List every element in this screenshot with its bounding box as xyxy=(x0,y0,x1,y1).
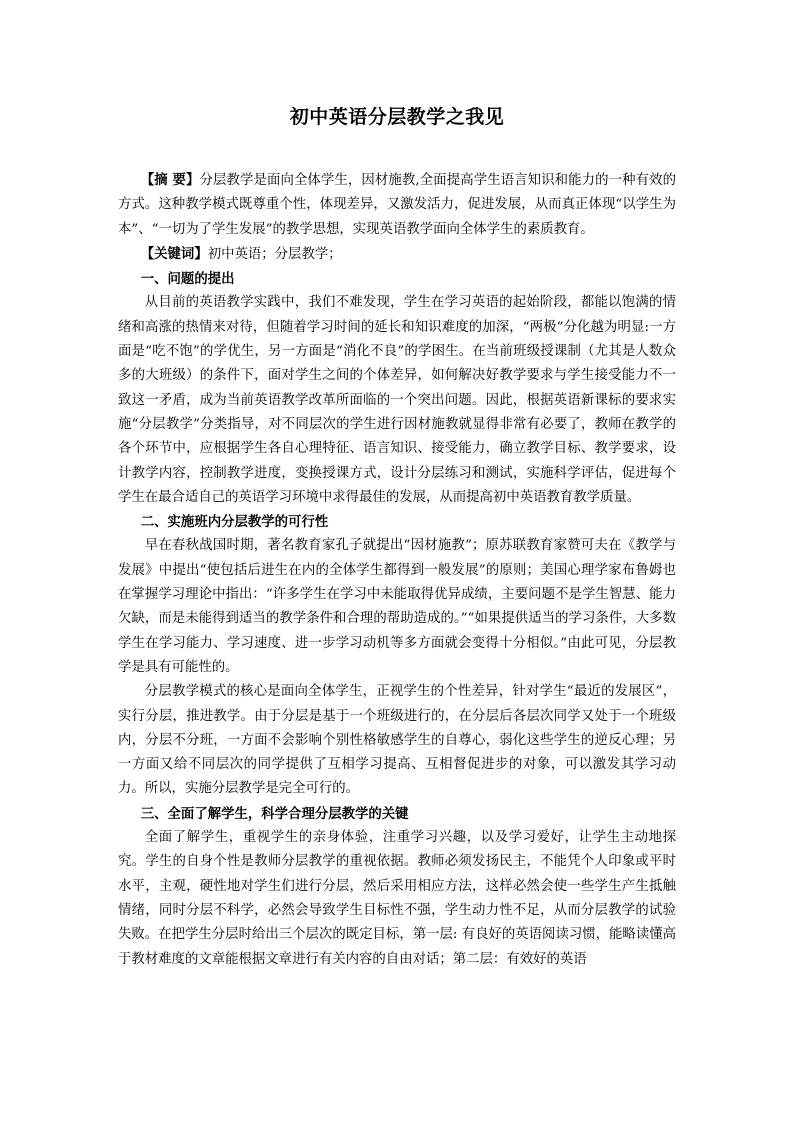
document-body xyxy=(118,168,676,972)
keywords-label: 【关键词】 xyxy=(140,245,208,262)
document-title: 初中英语分层教学之我见 xyxy=(289,106,505,128)
body-paragraph: 全面了解学生，重视学生的亲身体验，注重学习兴趣，以及学习爱好，让学生主动地探究。学生的自身个性是教师分层教学的重视依据。教师必须发扬民主，不能凭个人印象或平时水平，主观，硬性地对学生们进行分层，然后采用相应方法，这样必然会使一些学生产生抵触情绪，同时分层不科学，必然会导致学生目标性不强，学生动力性不足，从而分层教学的试验失败。在把学生分层时给出三个层次的既定目标，第一层: 有良好的英语阅读习惯，能略读懂高于教材难度的文章能根据文章进行有关内容的自由对话；第二层：有效好的英语 xyxy=(118,830,676,967)
body-paragraph: 早在春秋战国时期，著名教育家孔子就提出“因材施教”；原苏联教育家赞可夫在《教学与发展》中提出“使包括后进生在内的全体学生都得到一般发展”的原则；美国心理学家布鲁姆也在掌握学习理论中指出：“许多学生在学习中未能取得优异成绩，主要问题不是学生智慧、能力欠缺，而是未能得到适当的教学条件和合理的帮助造成的。”“如果提供适当的学习条件，大多数学生在学习能力、学习速度、进一步学习动机等多方面就会变得十分相似。”由此可见，分层教学是具有可能性的。 xyxy=(118,538,676,675)
abstract-paragraph xyxy=(118,168,676,242)
abstract-label: 【摘 要】 xyxy=(140,172,200,188)
body-paragraph: 分层教学模式的核心是面向全体学生，正视学生的个性差异，针对学生“最近的发展区”，实行分层，推进教学。由于分层是基于一个班级进行的，在分层后各层次同学又处于一个班级内，分层不分班，一方面不会影响个别性格敏感学生的自尊心，弱化这些学生的逆反心理；另一方面又给不同层次的同学提供了互相学习提高、互相督促进步的对象，可以激发其学习动力。所以，实施分层教学是完全可行的。 xyxy=(118,684,676,797)
abstract-text: 分层教学是面向全体学生，因材施教,全面提高学生语言知识和能力的一种有效的方式。这种教学模式既尊重个性，体现差异，又激发活力，促进发展，从而真正体现“以学生为本”、“一切为了学生发展”的教学思想，实现英语教学面向全体学生的素质教育。 xyxy=(118,173,676,237)
section-heading: 二、实施班内分层教学的可行性 xyxy=(140,514,329,531)
section-heading: 三、全面了解学生，科学合理分层教学的关键 xyxy=(140,805,409,822)
keywords-paragraph xyxy=(118,242,676,267)
section-heading: 一、问题的提出 xyxy=(140,271,235,288)
body-paragraph: 从目前的英语教学实践中，我们不难发现，学生在学习英语的起始阶段，都能以饱满的情绪和高涨的热情来对待，但随着学习时间的延长和知识难度的加深，“两极”分化越为明显:一方面是“吃不饱”的学优生，另一方面是“消化不良”的学困生。在当前班级授课制（尤其是人数众多的大班级）的条件下，面对学生之间的个体差异，如何解决好教学要求与学生接受能力不一致这一矛盾，成为当前英语教学改革所面临的一个突出问题。因此，根据英语新课标的要求实施“分层教学”分类指导，对不同层次的学生进行因材施教就显得非常有必要了，教师在教学的各个环节中，应根据学生各自心理特征、语言知识、接受能力，确立教学目标、教学要求，设计教学内容，控制教学进度，变换授课方式，设计分层练习和测试，实施科学评估，促进每个学生在最合适自己的英语学习环境中求得最佳的发展，从而提高初中英语教育教学质量。 xyxy=(118,295,676,505)
keywords-text: 初中英语；分层教学； xyxy=(207,246,342,262)
